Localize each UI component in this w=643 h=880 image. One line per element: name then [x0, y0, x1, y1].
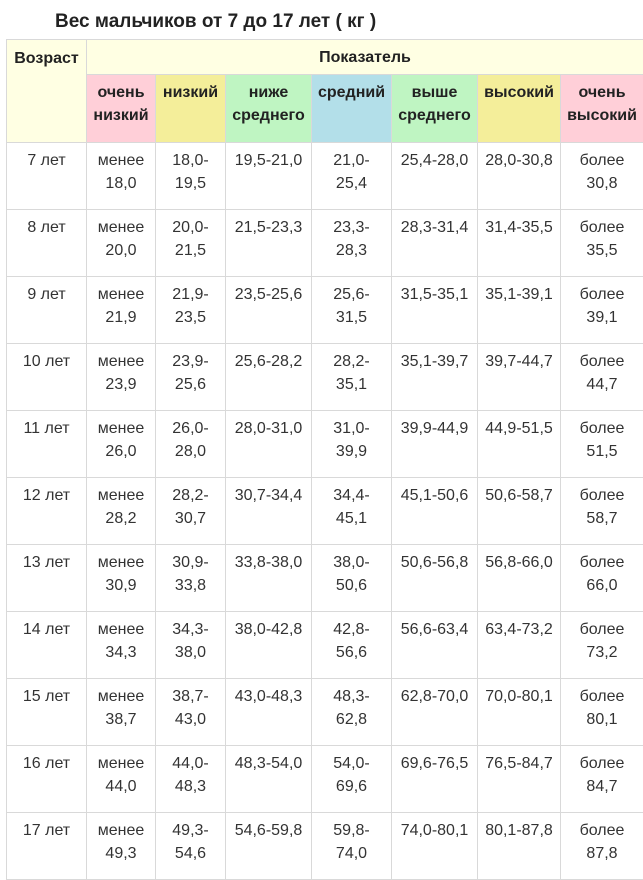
- value-cell: [156, 813, 226, 880]
- value-line2: 45,1: [336, 510, 367, 527]
- value-line1: 45,1-50,6: [401, 487, 469, 504]
- value-line2: 25,4: [336, 175, 367, 192]
- value-cell: [392, 344, 478, 411]
- value-line1: 35,1-39,7: [401, 353, 469, 370]
- value-line1: 44,0-: [172, 755, 208, 772]
- value-cell: [478, 746, 561, 813]
- value-line2: 50,6: [336, 577, 367, 594]
- value-line1: более: [580, 554, 625, 571]
- value-line2: 43,0: [175, 711, 206, 728]
- value-line1: 74,0-80,1: [401, 822, 469, 839]
- header-category-line1: высокий: [484, 84, 554, 101]
- value-line2: 23,5: [175, 309, 206, 326]
- age-cell: [7, 746, 87, 813]
- age-label: 16 лет: [23, 755, 70, 772]
- value-cell: [156, 344, 226, 411]
- table-row: [7, 813, 643, 880]
- age-cell: [7, 813, 87, 880]
- value-cell: [87, 411, 156, 478]
- value-cell: [156, 612, 226, 679]
- value-line1: 26,0-: [172, 420, 208, 437]
- age-cell: [7, 478, 87, 545]
- header-category-line2: низкий: [93, 107, 148, 124]
- value-line1: менее: [98, 286, 145, 303]
- value-line2: 74,0: [336, 845, 367, 862]
- value-line1: 42,8-: [333, 621, 369, 638]
- value-line2: 30,8: [586, 175, 617, 192]
- value-line1: 70,0-80,1: [485, 688, 553, 705]
- value-line1: 38,0-42,8: [235, 621, 303, 638]
- value-line1: более: [580, 286, 625, 303]
- value-line2: 23,9: [105, 376, 136, 393]
- value-line1: более: [580, 621, 625, 638]
- header-category-0: [87, 75, 156, 143]
- value-line2: 54,6: [175, 845, 206, 862]
- value-cell: [87, 143, 156, 210]
- value-cell: [226, 210, 312, 277]
- value-cell: [226, 813, 312, 880]
- value-line1: 31,5-35,1: [401, 286, 469, 303]
- value-cell: [226, 545, 312, 612]
- value-line2: 39,1: [586, 309, 617, 326]
- value-line1: 38,7-: [172, 688, 208, 705]
- header-category-line1: выше: [412, 84, 458, 101]
- value-cell: [312, 746, 392, 813]
- value-line2: 30,7: [175, 510, 206, 527]
- value-line2: 51,5: [586, 443, 617, 460]
- value-line2: 19,5: [175, 175, 206, 192]
- value-line1: 59,8-: [333, 822, 369, 839]
- value-line1: 56,8-66,0: [485, 554, 553, 571]
- value-cell: [561, 210, 643, 277]
- age-label: 10 лет: [23, 353, 70, 370]
- value-cell: [156, 545, 226, 612]
- value-line1: 31,0-: [333, 420, 369, 437]
- value-line2: 49,3: [105, 845, 136, 862]
- value-line2: 62,8: [336, 711, 367, 728]
- age-label: 15 лет: [23, 688, 70, 705]
- age-cell: [7, 143, 87, 210]
- header-category-line2: среднего: [232, 107, 305, 124]
- value-cell: [156, 143, 226, 210]
- age-label: 9 лет: [27, 286, 65, 303]
- value-line1: 43,0-48,3: [235, 688, 303, 705]
- value-cell: [478, 478, 561, 545]
- value-cell: [561, 813, 643, 880]
- age-label: 7 лет: [27, 152, 65, 169]
- value-line2: 21,9: [105, 309, 136, 326]
- value-line2: 44,0: [105, 778, 136, 795]
- value-cell: [312, 612, 392, 679]
- value-line2: 18,0: [105, 175, 136, 192]
- value-cell: [87, 746, 156, 813]
- value-cell: [561, 545, 643, 612]
- value-line1: 62,8-70,0: [401, 688, 469, 705]
- table-row: [7, 612, 643, 679]
- value-line1: менее: [98, 353, 145, 370]
- value-line2: 31,5: [336, 309, 367, 326]
- value-cell: [226, 411, 312, 478]
- value-line2: 80,1: [586, 711, 617, 728]
- value-cell: [156, 210, 226, 277]
- value-line2: 84,7: [586, 778, 617, 795]
- value-line1: менее: [98, 420, 145, 437]
- value-line1: 34,3-: [172, 621, 208, 638]
- table-row: [7, 679, 643, 746]
- value-line1: 56,6-63,4: [401, 621, 469, 638]
- header-category-line2: среднего: [398, 107, 471, 124]
- value-cell: [478, 679, 561, 746]
- value-line2: 20,0: [105, 242, 136, 259]
- value-cell: [87, 210, 156, 277]
- value-line2: 39,9: [336, 443, 367, 460]
- value-cell: [478, 210, 561, 277]
- header-category-line2: высокий: [567, 107, 637, 124]
- value-line2: 56,6: [336, 644, 367, 661]
- value-line2: 87,8: [586, 845, 617, 862]
- weight-table: [6, 39, 643, 880]
- value-cell: [156, 277, 226, 344]
- value-line1: 50,6-58,7: [485, 487, 553, 504]
- value-cell: [561, 679, 643, 746]
- header-indicator-label: Показатель: [319, 49, 411, 66]
- value-cell: [392, 679, 478, 746]
- value-cell: [312, 143, 392, 210]
- value-cell: [226, 277, 312, 344]
- age-label: 8 лет: [27, 219, 65, 236]
- header-age: [7, 40, 87, 143]
- table-row: [7, 545, 643, 612]
- value-line1: 21,5-23,3: [235, 219, 303, 236]
- value-cell: [392, 411, 478, 478]
- value-cell: [87, 612, 156, 679]
- value-line1: 28,0-31,0: [235, 420, 303, 437]
- value-line1: более: [580, 152, 625, 169]
- value-cell: [226, 679, 312, 746]
- header-category-line1: средний: [318, 84, 385, 101]
- value-cell: [392, 143, 478, 210]
- value-cell: [561, 411, 643, 478]
- value-line1: 48,3-: [333, 688, 369, 705]
- age-cell: [7, 210, 87, 277]
- value-line2: 28,3: [336, 242, 367, 259]
- value-cell: [312, 813, 392, 880]
- value-cell: [478, 411, 561, 478]
- value-line1: 20,0-: [172, 219, 208, 236]
- value-line1: 25,6-: [333, 286, 369, 303]
- value-cell: [561, 277, 643, 344]
- table-row: [7, 277, 643, 344]
- value-line1: 49,3-: [172, 822, 208, 839]
- value-line2: 66,0: [586, 577, 617, 594]
- value-line1: 25,4-28,0: [401, 152, 469, 169]
- value-cell: [156, 478, 226, 545]
- value-line2: 33,8: [175, 577, 206, 594]
- value-line1: 28,2-: [333, 353, 369, 370]
- value-line1: 35,1-39,1: [485, 286, 553, 303]
- value-cell: [156, 679, 226, 746]
- age-cell: [7, 612, 87, 679]
- value-line1: 69,6-76,5: [401, 755, 469, 772]
- value-line1: 80,1-87,8: [485, 822, 553, 839]
- value-line1: 23,9-: [172, 353, 208, 370]
- value-line1: менее: [98, 621, 145, 638]
- age-cell: [7, 411, 87, 478]
- age-label: 13 лет: [23, 554, 70, 571]
- value-line1: 44,9-51,5: [485, 420, 553, 437]
- value-line1: более: [580, 353, 625, 370]
- value-cell: [561, 746, 643, 813]
- value-cell: [87, 813, 156, 880]
- value-line1: 54,6-59,8: [235, 822, 303, 839]
- value-cell: [226, 746, 312, 813]
- value-line1: менее: [98, 152, 145, 169]
- age-cell: [7, 277, 87, 344]
- value-line1: более: [580, 219, 625, 236]
- value-cell: [561, 143, 643, 210]
- value-cell: [312, 344, 392, 411]
- header-age-label: Возраст: [14, 50, 78, 67]
- value-line1: 23,3-: [333, 219, 369, 236]
- table-row: [7, 478, 643, 545]
- value-cell: [478, 545, 561, 612]
- value-cell: [87, 478, 156, 545]
- value-line1: более: [580, 420, 625, 437]
- value-cell: [312, 679, 392, 746]
- value-line1: менее: [98, 822, 145, 839]
- value-line1: 48,3-54,0: [235, 755, 303, 772]
- value-cell: [87, 277, 156, 344]
- value-line1: менее: [98, 755, 145, 772]
- value-line2: 35,5: [586, 242, 617, 259]
- value-line1: 54,0-: [333, 755, 369, 772]
- value-line2: 38,0: [175, 644, 206, 661]
- value-line2: 25,6: [175, 376, 206, 393]
- value-line2: 58,7: [586, 510, 617, 527]
- value-line1: 39,7-44,7: [485, 353, 553, 370]
- value-line2: 73,2: [586, 644, 617, 661]
- value-line1: более: [580, 822, 625, 839]
- value-line2: 21,5: [175, 242, 206, 259]
- header-category-line1: очень: [97, 84, 144, 101]
- age-label: 12 лет: [23, 487, 70, 504]
- table-row: [7, 411, 643, 478]
- age-label: 17 лет: [23, 822, 70, 839]
- age-cell: [7, 679, 87, 746]
- value-line1: 21,0-: [333, 152, 369, 169]
- value-line1: менее: [98, 688, 145, 705]
- header-category-line1: ниже: [249, 84, 289, 101]
- value-line2: 30,9: [105, 577, 136, 594]
- header-indicator: [87, 40, 643, 75]
- value-cell: [87, 344, 156, 411]
- table-row: [7, 344, 643, 411]
- value-line1: 30,7-34,4: [235, 487, 303, 504]
- value-line1: 21,9-: [172, 286, 208, 303]
- value-cell: [392, 612, 478, 679]
- value-cell: [87, 679, 156, 746]
- value-cell: [478, 344, 561, 411]
- value-line2: 35,1: [336, 376, 367, 393]
- value-line1: 50,6-56,8: [401, 554, 469, 571]
- value-line2: 48,3: [175, 778, 206, 795]
- value-cell: [561, 478, 643, 545]
- value-cell: [561, 612, 643, 679]
- value-cell: [392, 545, 478, 612]
- value-cell: [156, 411, 226, 478]
- value-line1: 23,5-25,6: [235, 286, 303, 303]
- value-line1: 39,9-44,9: [401, 420, 469, 437]
- header-category-4: [392, 75, 478, 143]
- value-line1: более: [580, 688, 625, 705]
- value-line1: менее: [98, 219, 145, 236]
- value-line1: более: [580, 487, 625, 504]
- value-cell: [392, 277, 478, 344]
- value-cell: [392, 210, 478, 277]
- age-cell: [7, 545, 87, 612]
- value-line1: 63,4-73,2: [485, 621, 553, 638]
- header-category-2: [226, 75, 312, 143]
- header-row-main: [7, 40, 643, 75]
- age-label: 11 лет: [23, 420, 69, 437]
- value-line2: 26,0: [105, 443, 136, 460]
- value-cell: [478, 277, 561, 344]
- value-line1: 25,6-28,2: [235, 353, 303, 370]
- value-cell: [392, 478, 478, 545]
- value-line1: 28,2-: [172, 487, 208, 504]
- table-row: [7, 746, 643, 813]
- value-line1: 18,0-: [172, 152, 208, 169]
- header-category-line1: очень: [578, 84, 625, 101]
- value-line2: 28,0: [175, 443, 206, 460]
- value-line2: 34,3: [105, 644, 136, 661]
- value-cell: [478, 813, 561, 880]
- value-line2: 44,7: [586, 376, 617, 393]
- value-cell: [312, 411, 392, 478]
- value-line1: 31,4-35,5: [485, 219, 553, 236]
- value-cell: [478, 612, 561, 679]
- value-cell: [226, 344, 312, 411]
- value-line1: 28,0-30,8: [485, 152, 553, 169]
- value-cell: [392, 746, 478, 813]
- header-category-1: [156, 75, 226, 143]
- value-cell: [226, 143, 312, 210]
- value-line1: 30,9-: [172, 554, 208, 571]
- header-row-categories: [7, 75, 643, 143]
- value-line1: 19,5-21,0: [235, 152, 303, 169]
- value-line1: 33,8-38,0: [235, 554, 303, 571]
- value-line1: 34,4-: [333, 487, 369, 504]
- header-category-3: [312, 75, 392, 143]
- value-cell: [312, 210, 392, 277]
- value-cell: [478, 143, 561, 210]
- page-title: Вес мальчиков от 7 до 17 лет ( кг ): [55, 11, 376, 33]
- header-category-5: [478, 75, 561, 143]
- value-line1: менее: [98, 554, 145, 571]
- value-line1: 76,5-84,7: [485, 755, 553, 772]
- value-cell: [226, 612, 312, 679]
- value-line2: 38,7: [105, 711, 136, 728]
- value-cell: [87, 545, 156, 612]
- value-line1: 38,0-: [333, 554, 369, 571]
- value-line1: более: [580, 755, 625, 772]
- header-category-line1: низкий: [163, 84, 218, 101]
- value-cell: [561, 344, 643, 411]
- value-cell: [392, 813, 478, 880]
- value-line2: 28,2: [105, 510, 136, 527]
- table-row: [7, 143, 643, 210]
- value-cell: [226, 478, 312, 545]
- value-cell: [312, 478, 392, 545]
- value-line1: менее: [98, 487, 145, 504]
- value-cell: [156, 746, 226, 813]
- table-row: [7, 210, 643, 277]
- header-category-6: [561, 75, 643, 143]
- value-line2: 69,6: [336, 778, 367, 795]
- age-cell: [7, 344, 87, 411]
- age-label: 14 лет: [23, 621, 70, 638]
- value-line1: 28,3-31,4: [401, 219, 469, 236]
- value-cell: [312, 545, 392, 612]
- value-cell: [312, 277, 392, 344]
